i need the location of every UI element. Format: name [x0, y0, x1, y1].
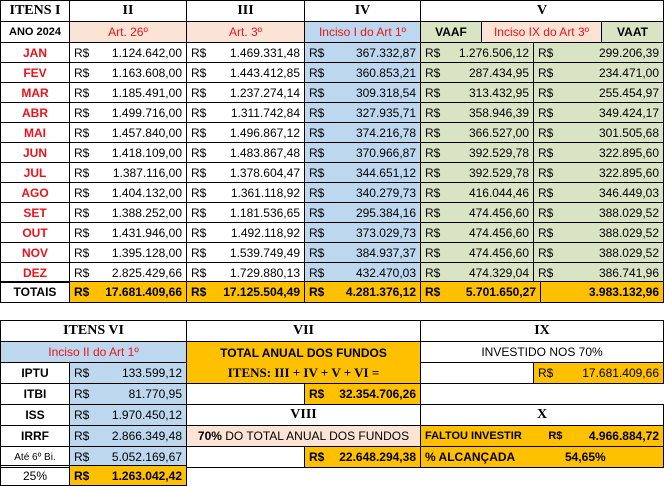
- section-ix-blank: [420, 362, 534, 384]
- cell-value: 1.729.880,13: [229, 265, 300, 280]
- cell-vaaf: [420, 242, 534, 263]
- currency-symbol: R$: [538, 185, 554, 200]
- currency-symbol: R$: [74, 45, 90, 60]
- currency-symbol: R$: [191, 145, 207, 160]
- cell-vaaf: [420, 222, 534, 243]
- alcancada-value: 54,65%: [565, 450, 606, 464]
- section-vii-line1: TOTAL ANUAL DOS FUNDOS: [220, 345, 387, 360]
- currency-symbol: R$: [538, 225, 554, 240]
- cell-vaat: [533, 122, 664, 143]
- section-vi-item-amount: 5.052.169,67: [111, 450, 182, 464]
- cell-value: 313.432,95: [468, 85, 529, 100]
- cell-value: 1.361.118,92: [230, 185, 300, 200]
- section-vi-title: ITENS VI: [0, 320, 187, 342]
- currency-symbol: R$: [538, 265, 554, 280]
- section-vii-box: [186, 341, 421, 384]
- currency-symbol: R$: [74, 265, 90, 280]
- currency-symbol: R$: [538, 165, 554, 180]
- cell-value: 358.946,39: [468, 105, 529, 120]
- alcancada-label: % ALCANÇADA: [425, 450, 516, 464]
- section-viii-pct: 70%: [197, 429, 222, 443]
- cell-ii: [69, 82, 187, 103]
- cell-value: 301.505,68: [598, 125, 659, 140]
- cell-value: 234.471,00: [598, 65, 659, 80]
- month-label: ABR: [0, 102, 70, 123]
- currency-symbol: R$: [425, 145, 441, 160]
- currency-symbol: R$: [309, 85, 325, 100]
- currency-symbol: R$: [425, 105, 441, 120]
- cell-value: 322.895,60: [598, 165, 659, 180]
- cell-iii: [186, 262, 305, 283]
- cell-iii: [186, 182, 305, 203]
- header-items-i: ITENS I: [0, 0, 70, 22]
- month-label: MAI: [0, 122, 70, 143]
- cell-value: 344.651,12: [355, 165, 416, 180]
- cell-value: 1.276.506,12: [458, 45, 529, 60]
- currency-symbol: R$: [425, 225, 441, 240]
- cell-iii: [186, 62, 305, 83]
- section-vi-pct-value: [69, 465, 187, 486]
- cell-ii: [69, 262, 187, 283]
- cell-vaat: [533, 182, 664, 203]
- cell-iv: [304, 262, 421, 283]
- cell-iv: [304, 202, 421, 223]
- cell-value: 370.966,87: [355, 145, 416, 160]
- month-label: JUL: [0, 162, 70, 183]
- cell-vaat: [533, 202, 664, 223]
- currency-symbol: R$: [309, 145, 325, 160]
- currency-symbol: R$: [425, 45, 441, 60]
- header-items-v: V: [420, 0, 664, 22]
- cell-value: 1.492.118,92: [230, 225, 300, 240]
- cell-iii: [186, 82, 305, 103]
- cell-value: 432.470,03: [355, 265, 416, 280]
- section-vi-item-amount: 2.866.349,48: [111, 429, 182, 443]
- currency-symbol: R$: [74, 366, 90, 380]
- total-art3: [186, 281, 305, 303]
- cell-iv: [304, 162, 421, 183]
- currency-symbol: R$: [74, 468, 90, 483]
- month-label: NOV: [0, 242, 70, 263]
- cell-iv: [304, 62, 421, 83]
- header-inciso-ix: Inciso IX do Art 3º: [481, 21, 602, 43]
- cell-vaat: [533, 242, 664, 263]
- currency-symbol: R$: [74, 285, 90, 299]
- section-viii-amount: 22.648.294,38: [339, 450, 416, 464]
- cell-vaat: [533, 222, 664, 243]
- section-vii-amount: 32.354.706,26: [339, 387, 416, 401]
- currency-symbol: R$: [309, 105, 325, 120]
- cell-value: 373.029,73: [355, 225, 416, 240]
- cell-value: 474.456,60: [468, 245, 529, 260]
- section-vii-title: VII: [186, 320, 421, 342]
- faltou-value: 4.966.884,72: [588, 429, 659, 443]
- cell-value: 2.825.429,66: [111, 265, 182, 280]
- cell-iii: [186, 162, 305, 183]
- cell-value: 392.529,78: [468, 165, 529, 180]
- total-art26-value: 17.681.409,66: [105, 285, 182, 299]
- cell-value: 346.449,03: [598, 185, 659, 200]
- cell-value: 367.332,87: [355, 45, 416, 60]
- section-vi-item-value: [69, 404, 187, 426]
- header-vaat: VAAT: [601, 21, 664, 43]
- currency-symbol: R$: [191, 125, 207, 140]
- currency-symbol: R$: [309, 165, 325, 180]
- cell-value: 1.181.536,65: [229, 205, 300, 220]
- section-vi-pct-label: 25%: [0, 465, 70, 486]
- currency-symbol: R$: [538, 105, 554, 120]
- cell-value: 1.404.132,00: [111, 185, 182, 200]
- section-vi-item-amount: 1.970.450,12: [111, 408, 182, 422]
- cell-vaat: [533, 262, 664, 283]
- currency-symbol: R$: [191, 185, 207, 200]
- cell-value: 386.741,96: [598, 265, 659, 280]
- cell-value: 1.387.116,00: [112, 165, 182, 180]
- cell-ii: [69, 102, 187, 123]
- section-vi-item-label: ISS: [0, 404, 70, 426]
- cell-value: 1.496.867,12: [229, 125, 300, 140]
- section-vii-line2: ITENS: III + IV + V + VI =: [227, 365, 380, 380]
- section-ix-title: IX: [420, 320, 664, 342]
- cell-iii: [186, 202, 305, 223]
- section-viii-desc: DO TOTAL ANUAL DOS FUNDOS: [225, 429, 410, 443]
- currency-symbol: R$: [538, 45, 554, 60]
- cell-value: 1.124.642,00: [111, 45, 182, 60]
- currency-symbol: R$: [309, 285, 325, 299]
- cell-iv: [304, 222, 421, 243]
- total-vaat-value: 3.983.132,96: [588, 285, 659, 299]
- currency-symbol: R$: [191, 205, 207, 220]
- section-vi-item-label: IRRF: [0, 425, 70, 447]
- cell-iii: [186, 142, 305, 163]
- currency-symbol: R$: [309, 387, 325, 401]
- section-viii-value: [304, 446, 421, 468]
- cell-ii: [69, 142, 187, 163]
- cell-vaaf: [420, 182, 534, 203]
- currency-symbol: R$: [74, 429, 90, 443]
- cell-vaaf: [420, 42, 534, 63]
- section-vii-blank: [186, 383, 305, 405]
- faltou-label: FALTOU INVESTIR: [425, 430, 522, 442]
- header-art26: Art. 26º: [69, 21, 187, 43]
- cell-vaat: [533, 82, 664, 103]
- cell-ii: [69, 242, 187, 263]
- cell-value: 384.937,37: [355, 245, 416, 260]
- cell-iii: [186, 222, 305, 243]
- cell-vaat: [533, 162, 664, 183]
- cell-value: 1.378.604,47: [229, 165, 300, 180]
- cell-vaaf: [420, 62, 534, 83]
- currency-symbol: R$: [538, 145, 554, 160]
- cell-value: 360.853,21: [355, 65, 416, 80]
- currency-symbol: R$: [191, 265, 207, 280]
- month-label: MAR: [0, 82, 70, 103]
- currency-symbol: R$: [191, 225, 207, 240]
- cell-ii: [69, 62, 187, 83]
- total-inciso-i: [304, 281, 421, 303]
- cell-value: 1.499.716,00: [111, 105, 182, 120]
- section-vi-subtitle: Inciso II do Art 1º: [0, 341, 187, 363]
- currency-symbol: R$: [425, 245, 441, 260]
- currency-symbol: R$: [309, 225, 325, 240]
- cell-ii: [69, 162, 187, 183]
- total-art26: [69, 281, 187, 303]
- cell-value: 1.388.252,00: [111, 205, 182, 220]
- currency-symbol: R$: [425, 125, 441, 140]
- cell-iii: [186, 242, 305, 263]
- cell-iv: [304, 42, 421, 63]
- header-items-iii: III: [186, 0, 305, 22]
- currency-symbol: R$: [309, 265, 325, 280]
- section-vi-item-label: ITBI: [0, 383, 70, 405]
- section-ix-value: [533, 362, 664, 384]
- year-label: ANO 2024: [0, 21, 70, 43]
- currency-symbol: R$: [191, 105, 207, 120]
- cell-value: 374.216,78: [355, 125, 416, 140]
- section-viii-title: VIII: [186, 404, 421, 426]
- cell-vaat: [533, 142, 664, 163]
- cell-value: 349.424,17: [598, 105, 659, 120]
- cell-vaaf: [420, 122, 534, 143]
- section-vi-item-amount: 81.770,95: [128, 387, 182, 401]
- cell-iv: [304, 182, 421, 203]
- currency-symbol: R$: [191, 165, 207, 180]
- section-x-faltou: [420, 425, 664, 447]
- currency-symbol: R$: [191, 285, 207, 299]
- cell-value: 1.395.128,00: [111, 245, 182, 260]
- cell-value: 1.311.742,84: [230, 105, 300, 120]
- cell-value: 388.029,52: [598, 225, 659, 240]
- currency-symbol: R$: [538, 65, 554, 80]
- currency-symbol: R$: [74, 205, 90, 220]
- cell-value: 1.457.840,00: [111, 125, 182, 140]
- cell-value: 1.469.331,48: [229, 45, 300, 60]
- cell-vaaf: [420, 202, 534, 223]
- cell-vaaf: [420, 162, 534, 183]
- section-vi-item-value: [69, 383, 187, 405]
- currency-symbol: R$: [309, 450, 325, 464]
- cell-value: 1.539.749,49: [229, 245, 300, 260]
- cell-iv: [304, 102, 421, 123]
- month-label: FEV: [0, 62, 70, 83]
- cell-value: 416.044,46: [468, 185, 529, 200]
- currency-symbol: R$: [74, 65, 90, 80]
- cell-value: 1.443.412,85: [229, 65, 300, 80]
- currency-symbol: R$: [538, 85, 554, 100]
- cell-vaaf: [420, 142, 534, 163]
- currency-symbol: R$: [309, 45, 325, 60]
- cell-value: 295.384,16: [355, 205, 416, 220]
- cell-ii: [69, 202, 187, 223]
- currency-symbol: R$: [538, 366, 554, 380]
- cell-value: 1.483.867,48: [229, 145, 300, 160]
- cell-iii: [186, 42, 305, 63]
- month-label: OUT: [0, 222, 70, 243]
- total-vaat: [540, 281, 664, 303]
- currency-symbol: R$: [538, 125, 554, 140]
- total-inciso-i-value: 4.281.376,12: [345, 285, 416, 299]
- cell-value: 474.329,04: [468, 265, 529, 280]
- currency-symbol: R$: [74, 225, 90, 240]
- total-art3-value: 17.125.504,49: [223, 285, 300, 299]
- section-vi-pct-amount: 1.263.042,42: [111, 468, 182, 483]
- cell-vaat: [533, 102, 664, 123]
- currency-symbol: R$: [309, 205, 325, 220]
- currency-symbol: R$: [191, 245, 207, 260]
- cell-value: 474.456,60: [468, 225, 529, 240]
- currency-symbol: R$: [425, 285, 441, 299]
- section-ix-text: INVESTIDO NOS 70%: [420, 341, 664, 363]
- cell-vaat: [533, 42, 664, 63]
- currency-symbol: R$: [425, 265, 441, 280]
- cell-vaaf: [420, 102, 534, 123]
- cell-value: 255.454,97: [598, 85, 659, 100]
- cell-value: 1.418.109,00: [111, 145, 182, 160]
- cell-iii: [186, 122, 305, 143]
- section-vi-item-label: IPTU: [0, 362, 70, 384]
- currency-symbol: R$: [538, 205, 554, 220]
- section-vi-item-amount: 133.599,12: [121, 366, 182, 380]
- cell-value: 287.434,95: [468, 65, 529, 80]
- section-vi-item-label: Até 6º Bi.: [0, 446, 70, 468]
- header-art3: Art. 3º: [186, 21, 305, 43]
- cell-value: 1.431.946,00: [111, 225, 182, 240]
- cell-value: 299.206,39: [598, 45, 659, 60]
- cell-value: 309.318,54: [355, 85, 416, 100]
- currency-symbol: R$: [309, 65, 325, 80]
- cell-iv: [304, 82, 421, 103]
- currency-symbol: R$: [74, 105, 90, 120]
- currency-symbol: R$: [538, 245, 554, 260]
- currency-symbol: R$: [309, 245, 325, 260]
- currency-symbol: R$: [191, 65, 207, 80]
- currency-symbol: R$: [425, 185, 441, 200]
- section-vi-item-value: [69, 425, 187, 447]
- cell-value: 366.527,00: [468, 125, 529, 140]
- currency-symbol: R$: [74, 125, 90, 140]
- cell-ii: [69, 42, 187, 63]
- cell-value: 388.029,52: [598, 205, 659, 220]
- cell-vaaf: [420, 82, 534, 103]
- currency-symbol: R$: [309, 125, 325, 140]
- cell-vaat: [533, 62, 664, 83]
- cell-ii: [69, 222, 187, 243]
- section-viii-text: [186, 425, 421, 447]
- currency-symbol: R$: [74, 165, 90, 180]
- section-x-alcancada: [420, 446, 664, 468]
- section-viii-blank: [186, 446, 305, 468]
- currency-symbol: R$: [548, 430, 563, 442]
- month-label: DEZ: [0, 262, 70, 283]
- cell-value: 327.935,71: [355, 105, 416, 120]
- month-label: SET: [0, 202, 70, 223]
- cell-value: 388.029,52: [598, 245, 659, 260]
- cell-value: 322.895,60: [598, 145, 659, 160]
- section-vii-value: [304, 383, 421, 405]
- month-label: JUN: [0, 142, 70, 163]
- currency-symbol: R$: [74, 408, 90, 422]
- cell-value: 1.237.274,14: [229, 85, 300, 100]
- cell-value: 474.456,60: [468, 205, 529, 220]
- currency-symbol: R$: [74, 450, 90, 464]
- currency-symbol: R$: [425, 165, 441, 180]
- currency-symbol: R$: [191, 85, 207, 100]
- currency-symbol: R$: [191, 45, 207, 60]
- cell-ii: [69, 182, 187, 203]
- header-items-ii: II: [69, 0, 187, 22]
- header-inciso-i: Inciso I do Art 1º: [304, 21, 421, 43]
- currency-symbol: R$: [74, 145, 90, 160]
- cell-iv: [304, 142, 421, 163]
- section-vi-item-value: [69, 362, 187, 384]
- currency-symbol: R$: [74, 185, 90, 200]
- cell-vaaf: [420, 262, 534, 283]
- currency-symbol: R$: [425, 205, 441, 220]
- cell-iv: [304, 242, 421, 263]
- total-vaaf-value: 5.701.650,27: [465, 285, 536, 299]
- cell-iv: [304, 122, 421, 143]
- currency-symbol: R$: [425, 65, 441, 80]
- currency-symbol: R$: [74, 85, 90, 100]
- currency-symbol: R$: [309, 185, 325, 200]
- cell-value: 340.279,73: [355, 185, 416, 200]
- header-vaaf: VAAF: [420, 21, 482, 43]
- currency-symbol: R$: [74, 387, 90, 401]
- cell-value: 392.529,78: [468, 145, 529, 160]
- totals-label: TOTAIS: [0, 281, 70, 303]
- currency-symbol: R$: [425, 85, 441, 100]
- cell-ii: [69, 122, 187, 143]
- section-ix-amount: 17.681.409,66: [582, 366, 659, 380]
- cell-value: 1.163.608,00: [111, 65, 182, 80]
- section-x-title: X: [420, 404, 664, 426]
- cell-value: 1.185.491,00: [111, 85, 182, 100]
- header-items-iv: IV: [304, 0, 421, 22]
- month-label: JAN: [0, 42, 70, 63]
- cell-iii: [186, 102, 305, 123]
- currency-symbol: R$: [74, 245, 90, 260]
- total-vaaf: [420, 281, 541, 303]
- month-label: AGO: [0, 182, 70, 203]
